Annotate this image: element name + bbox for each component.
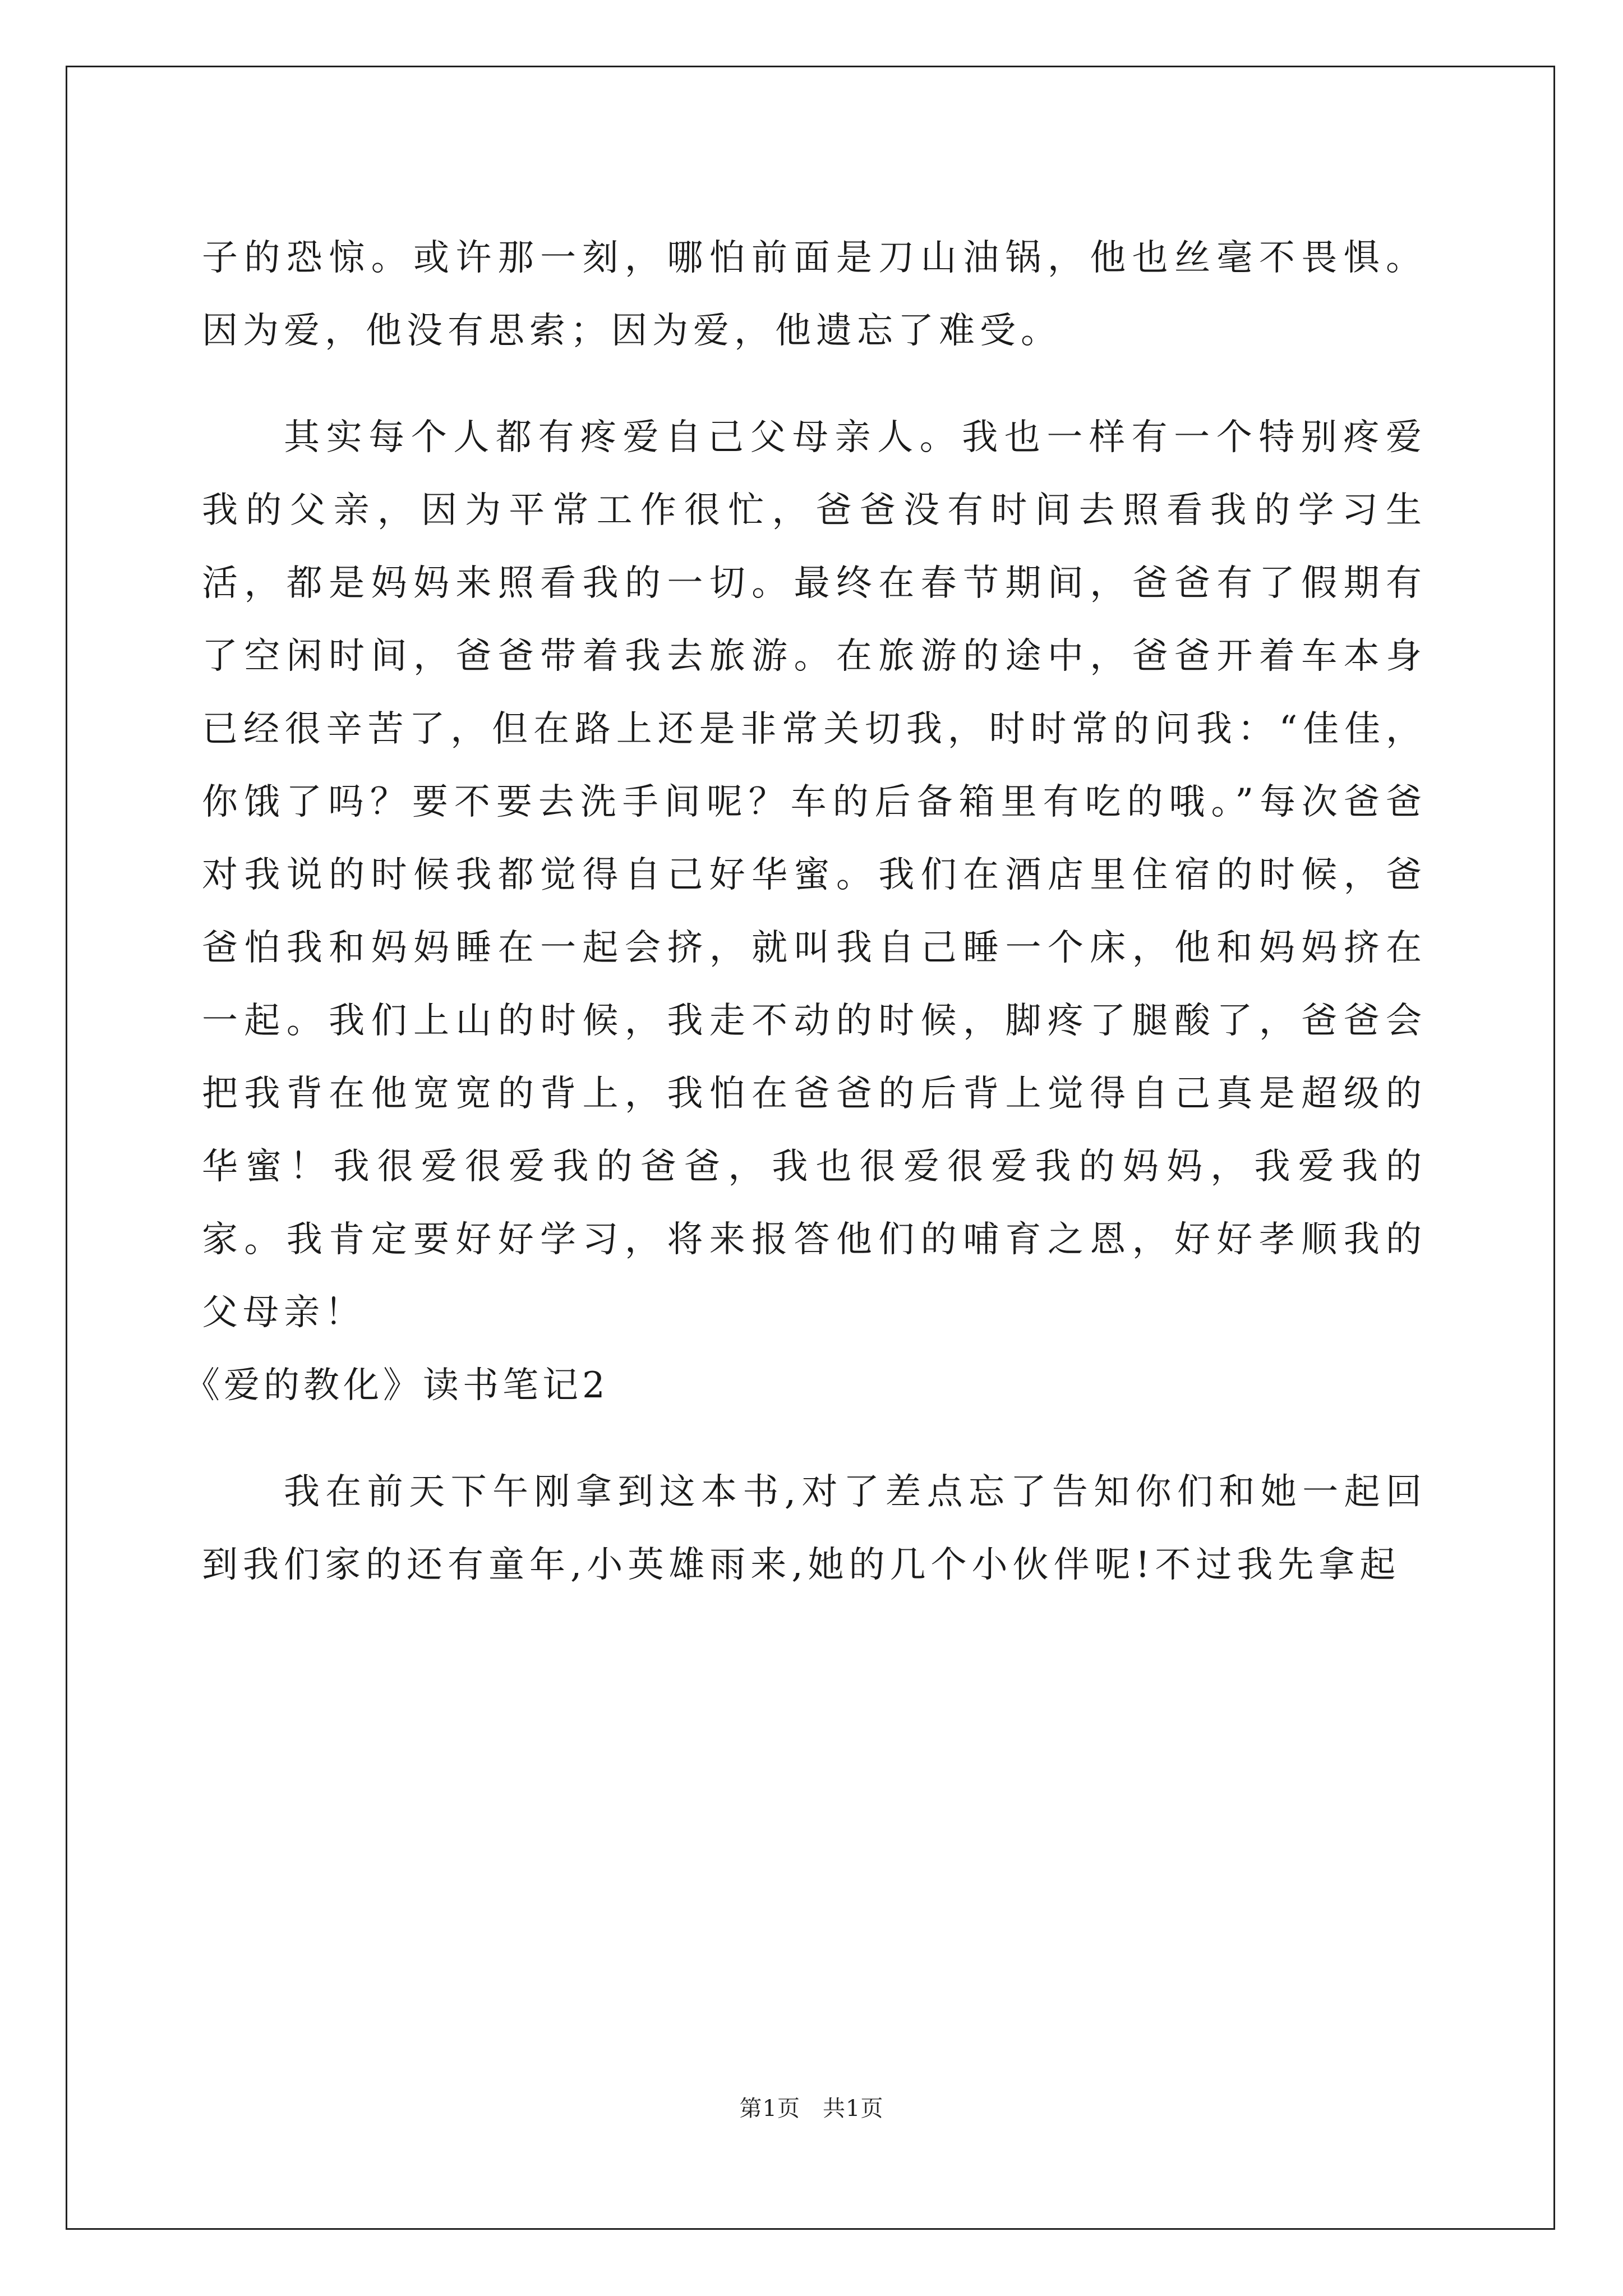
- document-body: [184, 222, 1427, 1602]
- section-heading: 《爱的教化》读书笔记2: [184, 1365, 609, 1406]
- paragraph-father-love: 其实每个人都有疼爱自己父母亲人。我也一样有一个特别疼爱我的父亲，因为平常工作很忙，爸爸没有时间去照看我的学习生活，都是妈妈来照看我的一切。最终在春节期间，爸爸有了假期有了空闲时间，爸爸带着我去旅游。在旅游的途中，爸爸开着车本身已经很辛苦了，但在路上还是非常关切我，时时常的问我：“佳佳，你饿了吗？要不要去洗手间呢？车的后备箱里有吃的哦。”每次爸爸对我说的时候我都觉得自己好华蜜。我们在酒店里住宿的时候，爸爸怕我和妈妈睡在一起会挤，就叫我自己睡一个床，他和妈妈挤在一起。我们上山的时候，我走不动的时候，脚疼了腿酸了，爸爸会把我背在他宽宽的背上，我怕在爸爸的后背上觉得自己真是超级的华蜜！我很爱很爱我的爸爸，我也很爱很爱我的妈妈，我爱我的家。我肯定要好好学习，将来报答他们的哺育之恩，好好孝顺我的父母亲！: [202, 417, 1427, 1333]
- paragraph-continuation: 子的恐惊。或许那一刻，哪怕前面是刀山油锅，他也丝毫不畏惧。因为爱，他没有思索；因为爱，他遗忘了难受。: [202, 237, 1427, 352]
- paragraph-reading-notes: 我在前天下午刚拿到这本书,对了差点忘了告知你们和她一起回到我们家的还有童年,小英雄雨来,她的几个小伙伴呢!不过我先拿起: [202, 1471, 1427, 1586]
- page-total: 共1页: [823, 2096, 884, 2122]
- page-footer: [0, 2091, 1623, 2123]
- page-number: 第1页: [739, 2096, 800, 2122]
